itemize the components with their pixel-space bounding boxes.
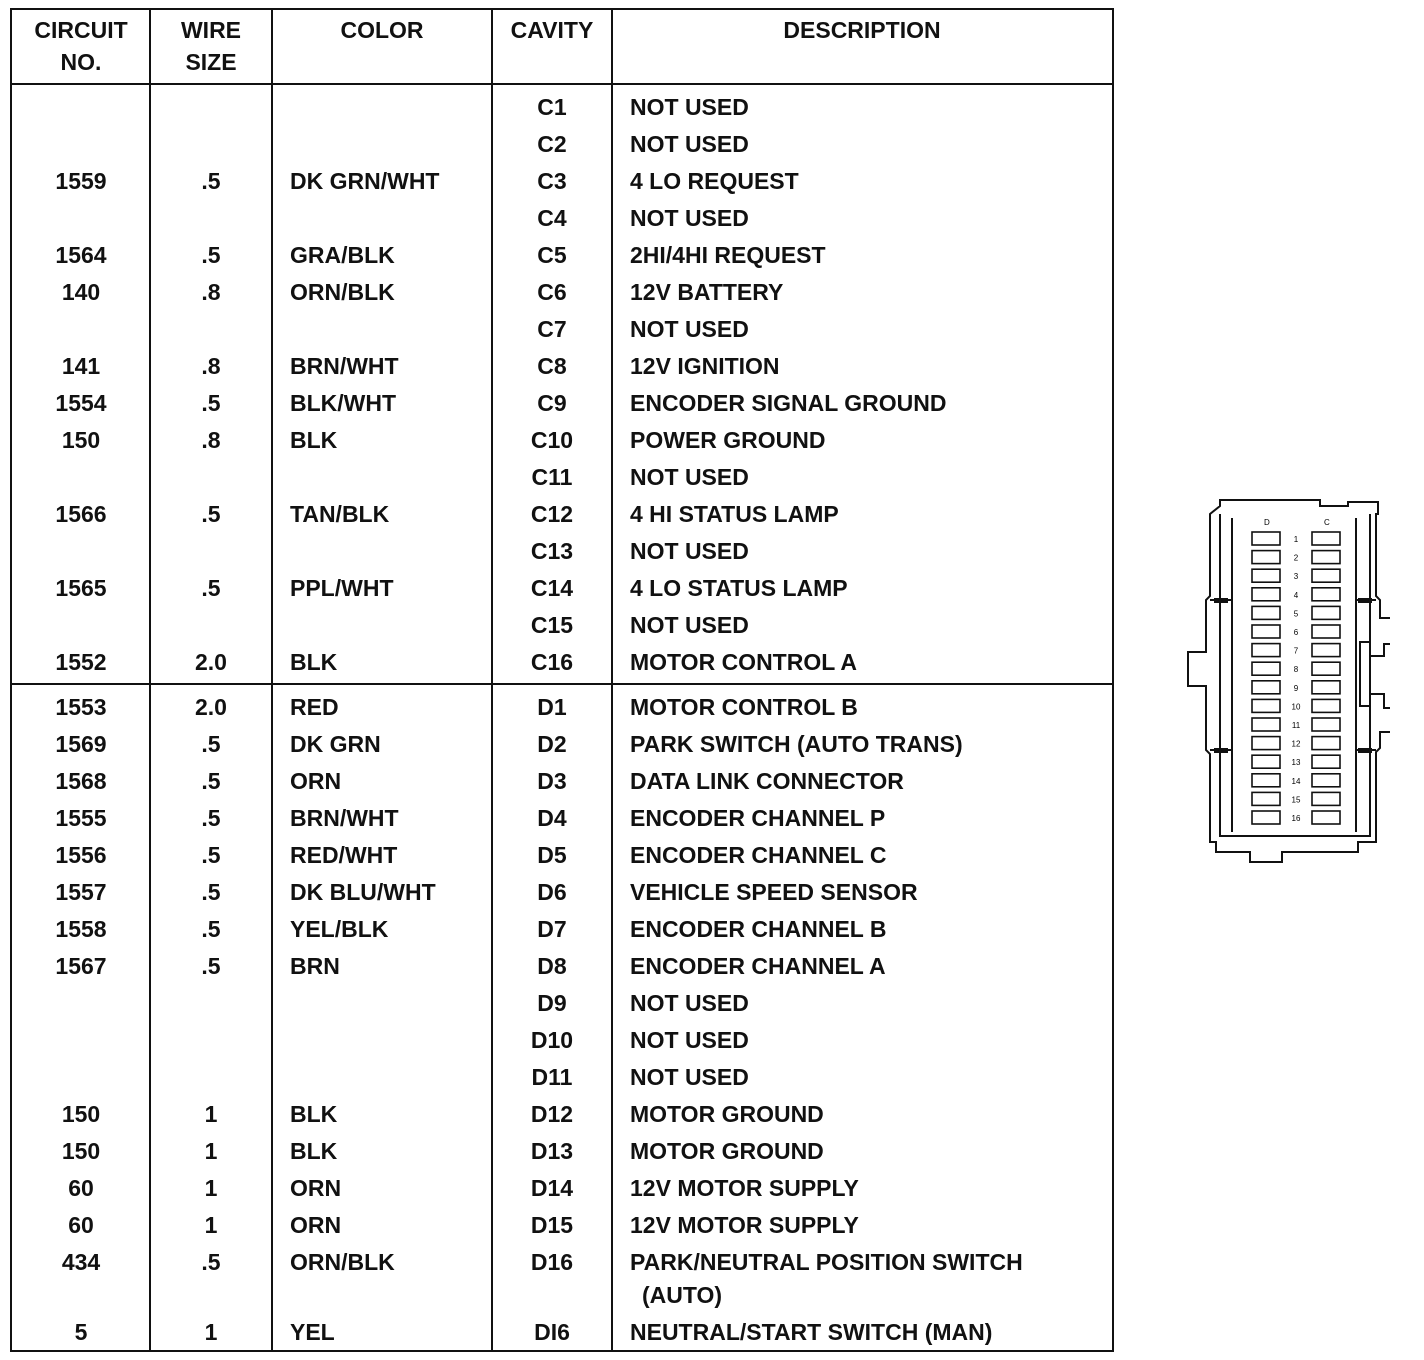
wire-size-cell: 1 (204, 1212, 218, 1238)
color-cell: DK GRN (290, 731, 381, 757)
wire-size-cell: .5 (201, 168, 221, 194)
cavity-c-slot (1312, 681, 1340, 694)
cavity-c-slot (1312, 625, 1340, 638)
cavity-cell: D1 (537, 694, 567, 720)
circuit-no-cell: 150 (61, 1138, 101, 1164)
cavity-d-slot (1252, 625, 1280, 638)
wire-size-cell: .5 (201, 390, 221, 416)
cavity-c-slot (1312, 755, 1340, 768)
circuit-no-cell: 141 (61, 353, 101, 379)
cavity-cell: C4 (537, 205, 567, 231)
cavity-cell: D15 (530, 1212, 574, 1238)
description-cell: 4 LO STATUS LAMP (630, 575, 848, 601)
wire-size-cell: .5 (201, 575, 221, 601)
cavity-c-slot (1312, 699, 1340, 712)
description-cell: 12V IGNITION (630, 353, 780, 379)
circuit-no-cell: 1558 (55, 916, 107, 942)
circuit-no-cell: 1554 (55, 390, 107, 416)
cavity-c-slot (1312, 588, 1340, 601)
cavity-c-slot (1312, 737, 1340, 750)
cavity-cell: D6 (537, 879, 567, 905)
description-cell-continued: (AUTO) (642, 1282, 723, 1308)
cavity-c-slot (1312, 811, 1340, 824)
cavity-d-slot (1252, 662, 1280, 675)
wire-size-cell: .5 (201, 916, 221, 942)
header-divider (12, 83, 1112, 85)
wire-size-cell: .8 (201, 279, 221, 305)
wire-size-cell: .5 (201, 768, 221, 794)
description-cell: NOT USED (630, 612, 749, 638)
description-cell: NEUTRAL/START SWITCH (MAN) (630, 1319, 993, 1345)
pin-number-label: 4 (1293, 590, 1299, 600)
description-cell: 12V MOTOR SUPPLY (630, 1175, 859, 1201)
description-cell: ENCODER CHANNEL P (630, 805, 886, 831)
description-cell: PARK/NEUTRAL POSITION SWITCH (630, 1249, 1023, 1275)
cavity-cell: C14 (530, 575, 574, 601)
cavity-cell: D5 (537, 842, 567, 868)
cavity-cell: C16 (530, 649, 574, 675)
color-cell: DK BLU/WHT (290, 879, 436, 905)
description-cell: 4 HI STATUS LAMP (630, 501, 839, 527)
wire-size-cell: .8 (201, 427, 221, 453)
cavity-cell: C13 (530, 538, 574, 564)
pin-number-label: 10 (1291, 702, 1301, 712)
description-cell: VEHICLE SPEED SENSOR (630, 879, 918, 905)
pin-number-label: 7 (1293, 646, 1299, 656)
circuit-no-cell: 1553 (55, 694, 107, 720)
wire-size-cell: 2.0 (195, 694, 227, 720)
header-cavity: CAVITY (510, 17, 594, 43)
description-cell: MOTOR CONTROL A (630, 649, 858, 675)
cavity-c-slot (1312, 569, 1340, 582)
color-cell: BLK/WHT (290, 390, 397, 416)
wire-size-cell: 1 (204, 1101, 218, 1127)
cavity-d-slot (1252, 718, 1280, 731)
color-cell: DK GRN/WHT (290, 168, 440, 194)
cavity-c-slot (1312, 551, 1340, 564)
color-cell: RED/WHT (290, 842, 398, 868)
wire-size-cell: 1 (204, 1175, 218, 1201)
cavity-d-slot (1252, 774, 1280, 787)
circuit-no-cell: 150 (61, 1101, 101, 1127)
pin-number-label: 2 (1293, 553, 1299, 563)
description-cell: MOTOR GROUND (630, 1138, 824, 1164)
color-cell: BRN/WHT (290, 353, 399, 379)
description-cell: ENCODER CHANNEL C (630, 842, 887, 868)
pin-table (10, 8, 1114, 1352)
cavity-cell: D13 (530, 1138, 574, 1164)
color-cell: YEL (290, 1319, 335, 1345)
cavity-d-slot (1252, 569, 1280, 582)
description-cell: NOT USED (630, 1064, 749, 1090)
color-cell: BLK (290, 427, 338, 453)
color-cell: PPL/WHT (290, 575, 394, 601)
color-cell: ORN (290, 1175, 342, 1201)
circuit-no-cell: 1555 (55, 805, 107, 831)
pin-number-label: 5 (1293, 609, 1299, 619)
wire-size-cell: .5 (201, 731, 221, 757)
description-cell: DATA LINK CONNECTOR (630, 768, 904, 794)
cavity-d-slot (1252, 681, 1280, 694)
connector-diagram (1180, 496, 1390, 866)
cavity-c-slot (1312, 532, 1340, 545)
circuit-no-cell: 1564 (55, 242, 107, 268)
color-cell: BLK (290, 649, 338, 675)
description-cell: NOT USED (630, 538, 749, 564)
wire-size-cell: .5 (201, 501, 221, 527)
description-cell: 2HI/4HI REQUEST (630, 242, 826, 268)
wire-size-cell: .5 (201, 805, 221, 831)
cavity-cell: C7 (537, 316, 567, 342)
cavity-d-slot (1252, 606, 1280, 619)
description-cell: NOT USED (630, 1027, 749, 1053)
description-cell: 12V MOTOR SUPPLY (630, 1212, 859, 1238)
circuit-no-cell: 1556 (55, 842, 107, 868)
pin-number-label: 11 (1291, 721, 1301, 730)
color-cell: GRA/BLK (290, 242, 395, 268)
circuit-no-cell: 140 (61, 279, 101, 305)
cavity-cell: D11 (531, 1064, 573, 1090)
cavity-c-slot (1312, 606, 1340, 619)
cavity-cell: D4 (537, 805, 567, 831)
cavity-c-slot (1312, 644, 1340, 657)
description-cell: NOT USED (630, 205, 749, 231)
cavity-cell: C15 (530, 612, 574, 638)
cavity-c-slot (1312, 718, 1340, 731)
wire-size-cell: .5 (201, 242, 221, 268)
wire-size-cell: 1 (204, 1138, 218, 1164)
section-divider (12, 683, 1112, 685)
description-cell: POWER GROUND (630, 427, 826, 453)
pin-number-label: 8 (1293, 665, 1299, 675)
cavity-cell: C2 (537, 131, 567, 157)
color-cell: ORN (290, 1212, 342, 1238)
cavity-cell: D14 (530, 1175, 574, 1201)
cavity-c-slot (1312, 662, 1340, 675)
cavity-cell: D16 (530, 1249, 574, 1275)
wire-size-cell: 2.0 (195, 649, 227, 675)
cavity-d-slot (1252, 551, 1280, 564)
cavity-c-slot (1312, 774, 1340, 787)
pin-number-label: 15 (1291, 795, 1301, 805)
color-cell: ORN/BLK (290, 1249, 395, 1275)
wire-size-cell: .8 (201, 353, 221, 379)
cavity-cell: D3 (537, 768, 567, 794)
connector-drawing (1180, 496, 1390, 866)
circuit-no-cell: 1557 (55, 879, 107, 905)
cavity-cell: C10 (530, 427, 574, 453)
circuit-no-cell: 434 (61, 1249, 101, 1275)
circuit-no-cell: 1569 (55, 731, 107, 757)
header-description: DESCRIPTION (783, 17, 941, 43)
description-cell: ENCODER CHANNEL A (630, 953, 886, 979)
column-c-label: C (1324, 518, 1330, 527)
circuit-no-cell: 1559 (55, 168, 107, 194)
cavity-d-slot (1252, 811, 1280, 824)
circuit-no-cell: 60 (68, 1175, 94, 1201)
description-cell: PARK SWITCH (AUTO TRANS) (630, 731, 963, 757)
cavity-c-slot (1312, 792, 1340, 805)
header-color: COLOR (340, 17, 424, 43)
cavity-cell: D7 (537, 916, 567, 942)
circuit-no-cell: 1567 (55, 953, 107, 979)
pin-number-label: 16 (1291, 814, 1301, 823)
color-cell: YEL/BLK (290, 916, 389, 942)
cavity-d-slot (1252, 588, 1280, 601)
description-cell: NOT USED (630, 990, 749, 1016)
wire-size-cell: .5 (201, 1249, 221, 1275)
cavity-cell: C1 (537, 94, 567, 120)
cavity-d-slot (1252, 755, 1280, 768)
pin-number-label: 6 (1293, 628, 1299, 637)
description-cell: NOT USED (630, 131, 749, 157)
column-d-label: D (1264, 518, 1270, 527)
cavity-d-slot (1252, 737, 1280, 750)
description-cell: 12V BATTERY (630, 279, 784, 305)
cavity-cell: D12 (530, 1101, 574, 1127)
cavity-cell: C3 (537, 168, 567, 194)
wire-size-cell: .5 (201, 953, 221, 979)
cavity-cell: D10 (530, 1027, 574, 1053)
pin-number-label: 3 (1293, 572, 1299, 582)
header-circuit-no: CIRCUIT NO. (34, 17, 128, 75)
cavity-d-slot (1252, 644, 1280, 657)
circuit-no-cell: 150 (61, 427, 101, 453)
description-cell: 4 LO REQUEST (630, 168, 799, 194)
description-cell: MOTOR GROUND (630, 1101, 824, 1127)
cavity-cell: DI6 (534, 1319, 570, 1345)
description-cell: NOT USED (630, 94, 749, 120)
pin-number-label: 9 (1293, 683, 1299, 693)
circuit-no-cell: 1566 (55, 501, 107, 527)
cavity-cell: C11 (531, 464, 573, 490)
wire-size-cell: .5 (201, 879, 221, 905)
description-cell: ENCODER CHANNEL B (630, 916, 887, 942)
color-cell: ORN/BLK (290, 279, 395, 305)
circuit-no-cell: 1552 (55, 649, 107, 675)
pin-number-label: 1 (1293, 535, 1299, 544)
header-wire-size: WIRE SIZE (180, 17, 242, 75)
color-cell: ORN (290, 768, 342, 794)
cavity-d-slot (1252, 532, 1280, 545)
cavity-d-slot (1252, 792, 1280, 805)
circuit-no-cell: 5 (74, 1319, 88, 1345)
pin-number-label: 14 (1291, 776, 1301, 786)
color-cell: BRN/WHT (290, 805, 399, 831)
color-cell: TAN/BLK (290, 501, 390, 527)
cavity-cell: D2 (537, 731, 567, 757)
cavity-cell: C6 (537, 279, 567, 305)
circuit-no-cell: 1565 (55, 575, 107, 601)
cavity-d-slot (1252, 699, 1280, 712)
cavity-cell: C9 (537, 390, 567, 416)
description-cell: ENCODER SIGNAL GROUND (630, 390, 947, 416)
cavity-cell: C5 (537, 242, 567, 268)
color-cell: BRN (290, 953, 340, 979)
cavity-cell: C8 (537, 353, 567, 379)
cavity-cell: D9 (537, 990, 567, 1016)
cavity-cell: D8 (537, 953, 567, 979)
circuit-no-cell: 1568 (55, 768, 107, 794)
description-cell: MOTOR CONTROL B (630, 694, 858, 720)
wire-size-cell: .5 (201, 842, 221, 868)
cavity-cell: C12 (530, 501, 574, 527)
description-cell: NOT USED (630, 316, 749, 342)
wire-size-cell: 1 (204, 1319, 218, 1345)
description-cell: NOT USED (630, 464, 749, 490)
color-cell: BLK (290, 1138, 338, 1164)
pin-number-label: 12 (1291, 739, 1301, 749)
color-cell: RED (290, 694, 339, 720)
color-cell: BLK (290, 1101, 338, 1127)
pin-number-label: 13 (1291, 758, 1301, 768)
circuit-no-cell: 60 (68, 1212, 94, 1238)
